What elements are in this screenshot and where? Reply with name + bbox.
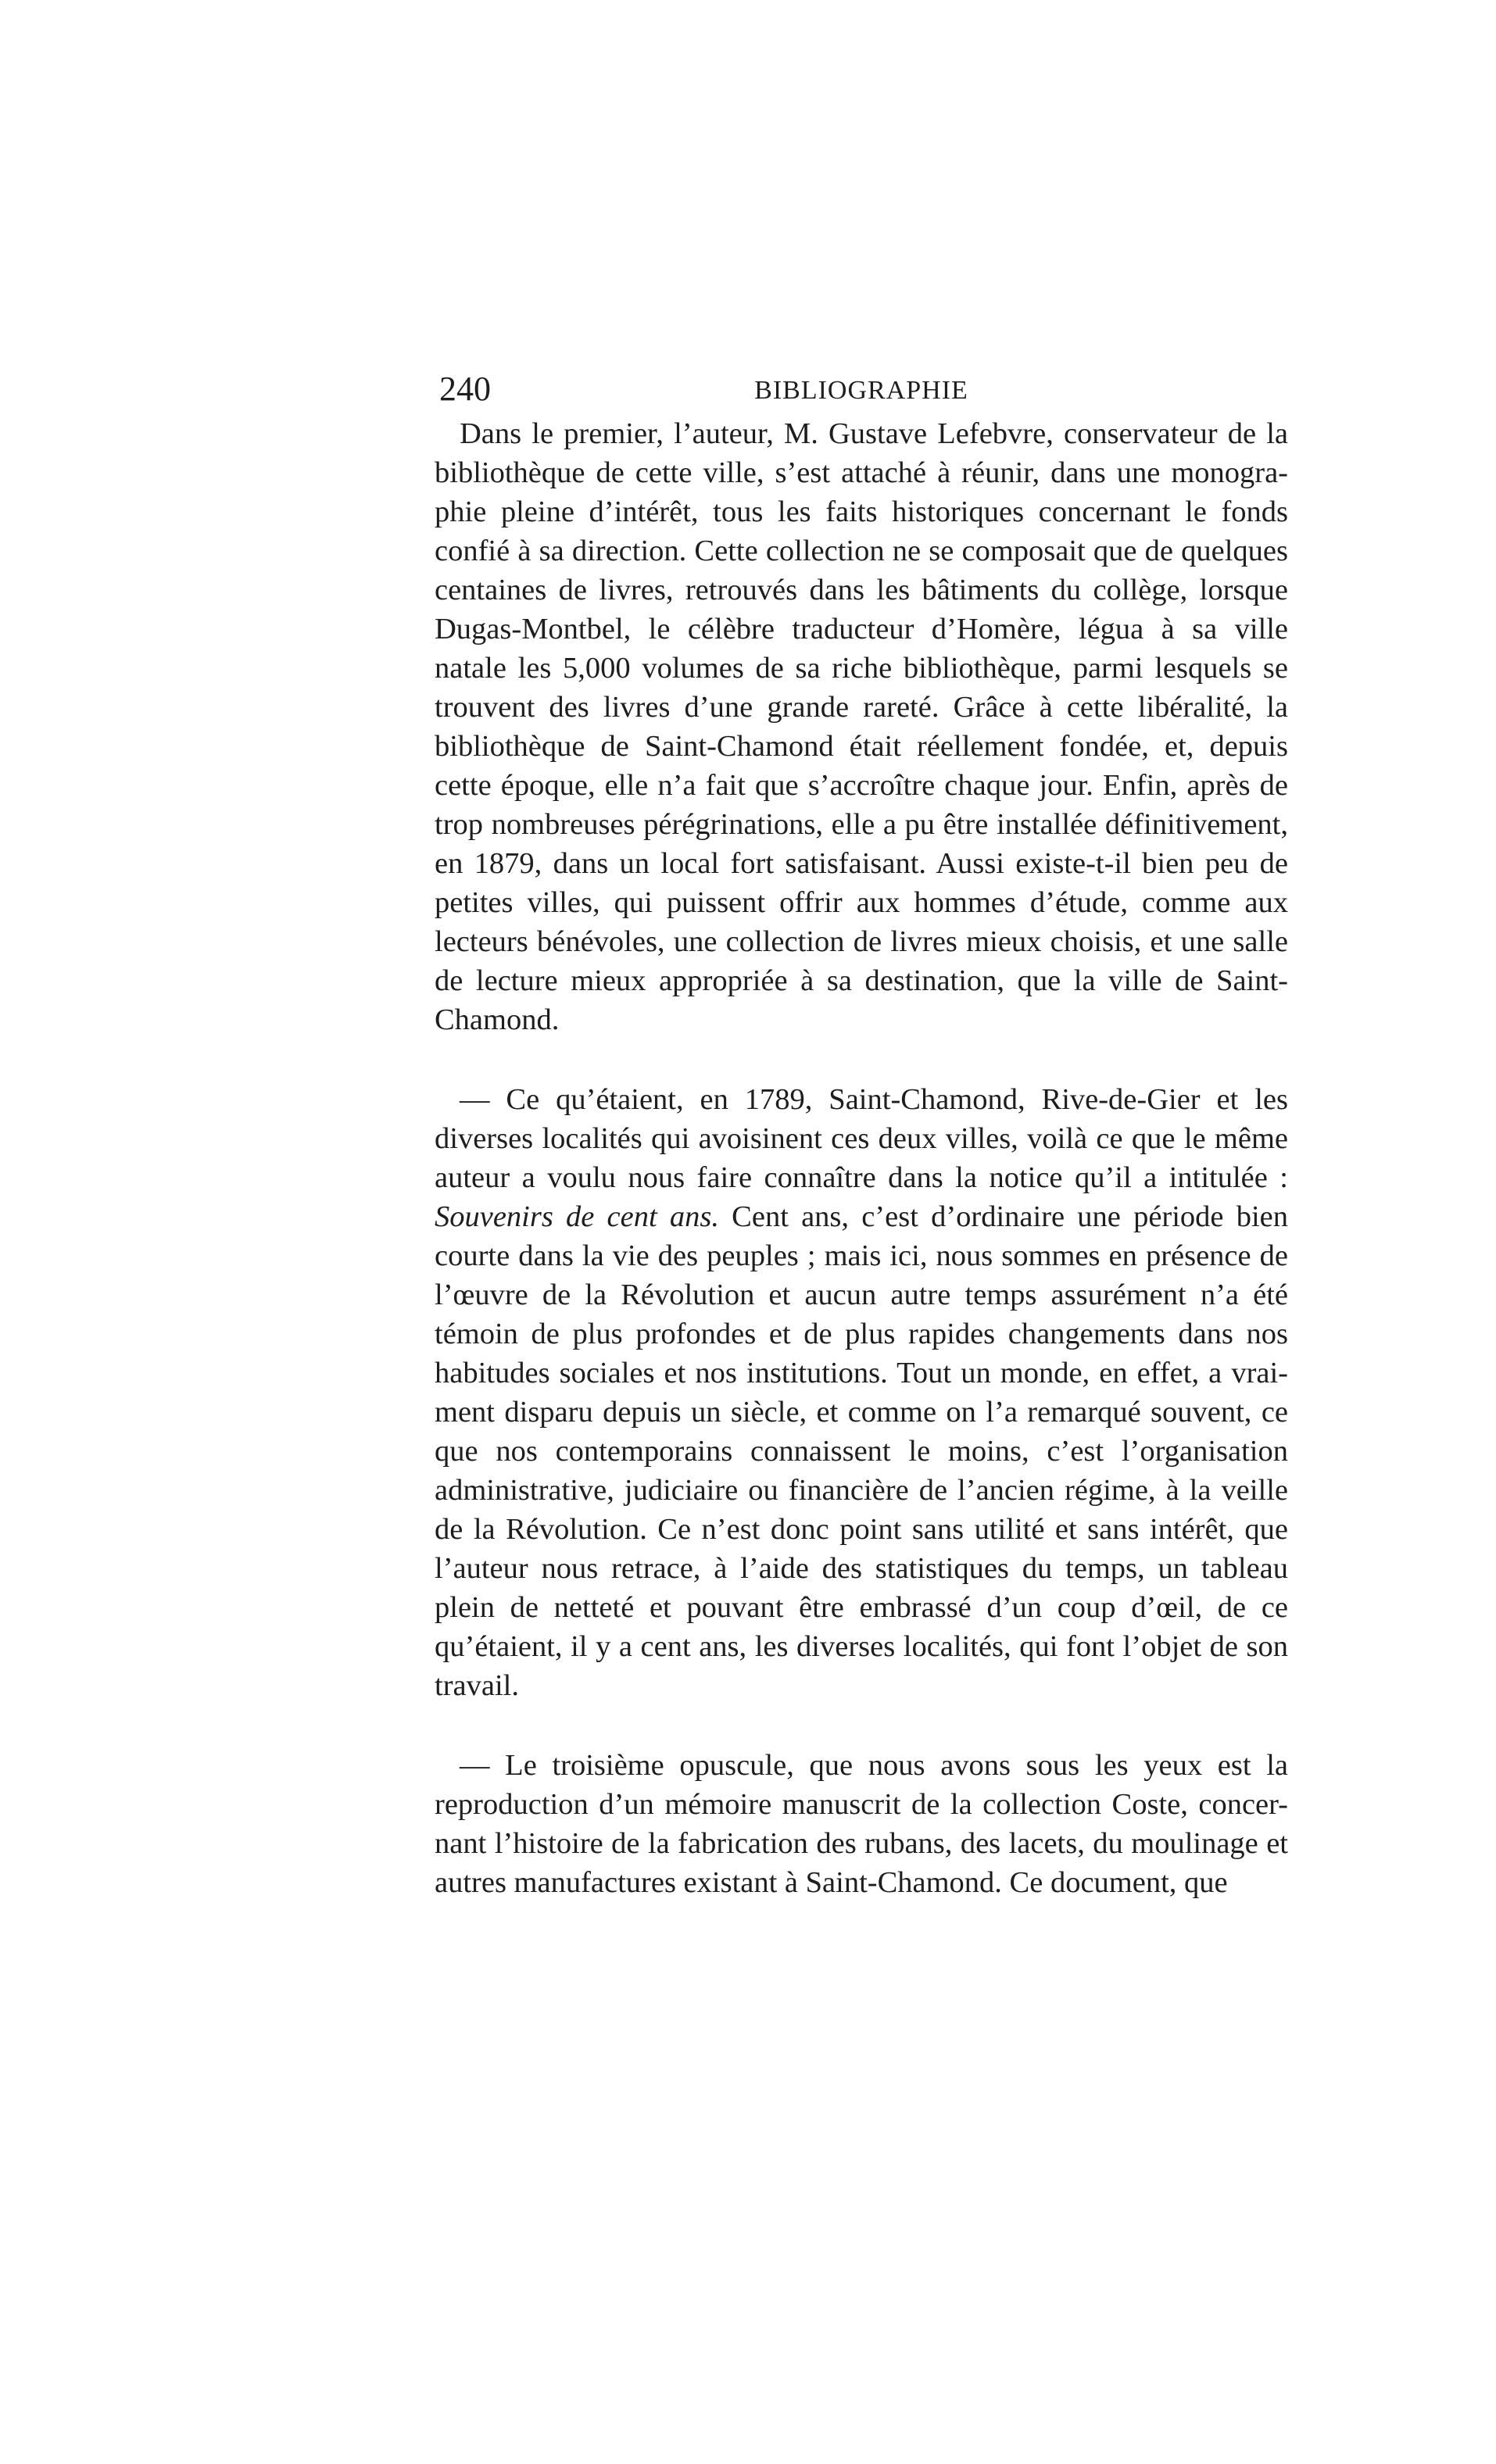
text-line: autres manufactures existant à Saint-Chamond. Ce document, que (435, 1866, 1228, 1899)
text-line: l’auteur nous retrace, à l’aide des statistiques du temps, un tableau (435, 1552, 1288, 1585)
text-line: qu’étaient, il y a cent ans, les diverses localités, qui font l’objet de son (435, 1630, 1288, 1663)
text-line: en 1879, dans un local fort satisfaisant. Aussi existe-t-il bien peu de (435, 847, 1288, 880)
text-line: reproduction d’un mémoire manuscrit de la collection Coste, concer- (435, 1788, 1288, 1821)
text-line: natale les 5,000 volumes de sa riche bibliothèque, parmi lesquels se (435, 652, 1288, 685)
paragraph-3 (435, 1746, 1288, 1902)
text-line: bibliothèque de Saint-Chamond était réellement fondée, et, depuis (435, 730, 1288, 763)
text-line: courte dans la vie des peuples ; mais ici, nous sommes en présence de (435, 1239, 1288, 1272)
work-title: Souvenirs de cent ans. (435, 1200, 719, 1233)
text-line: de la Révolution. Ce n’est donc point sans utilité et sans intérêt, que (435, 1513, 1288, 1546)
text-line (435, 1197, 1288, 1236)
text-line: auteur a voulu nous faire connaître dans la notice qu’il a intitulée : (435, 1161, 1288, 1194)
text-line: phie pleine d’intérêt, tous les faits historiques concernant le fonds (435, 495, 1288, 528)
text-line: trouvent des livres d’une grande rareté. Grâce à cette libéralité, la (435, 691, 1288, 724)
page-text-block (435, 367, 1288, 1902)
text-line: Chamond. (435, 1003, 560, 1036)
text-line: lecteurs bénévoles, une collection de livres mieux choisis, et une salle (435, 925, 1288, 958)
text-line: ment disparu depuis un siècle, et comme on l’a remarqué souvent, ce (435, 1396, 1288, 1429)
text-line: témoin de plus profondes et de plus rapides changements dans nos (435, 1318, 1288, 1350)
text-line: Dans le premier, l’auteur, M. Gustave Lefebvre, conservateur de la (460, 417, 1288, 450)
paragraph-1 (435, 414, 1288, 1039)
page-number: 240 (439, 370, 491, 408)
text-line: nant l’histoire de la fabrication des rubans, des lacets, du moulinage et (435, 1827, 1288, 1860)
text-line: trop nombreuses pérégrinations, elle a pu être installée définitivement, (435, 808, 1288, 841)
paragraph-2 (435, 1080, 1288, 1705)
text-line: de lecture mieux appropriée à sa destination, que la ville de Saint- (435, 964, 1288, 997)
text-line: centaines de livres, retrouvés dans les bâtiments du collège, lorsque (435, 574, 1288, 606)
text-line: confié à sa direction. Cette collection ne se composait que de quelques (435, 535, 1288, 567)
text-line: plein de netteté et pouvant être embrassé d’un coup d’œil, de ce (435, 1591, 1288, 1624)
text-line: Dugas-Montbel, le célèbre traducteur d’Homère, légua à sa ville (435, 613, 1288, 646)
text-line: l’œuvre de la Révolution et aucun autre temps assurément n’a été (435, 1278, 1288, 1311)
text-line: cette époque, elle n’a fait que s’accroître chaque jour. Enfin, après de (435, 769, 1288, 802)
text-line: diverses localités qui avoisinent ces deux villes, voilà ce que le même (435, 1122, 1288, 1155)
text-line: habitudes sociales et nos institutions. Tout un monde, en effet, a vrai- (435, 1357, 1288, 1389)
text-line-rest: Cent ans, c’est d’ordinaire une période bien (718, 1200, 1288, 1233)
text-line: bibliothèque de cette ville, s’est attaché à réunir, dans une monogra- (435, 456, 1288, 489)
text-line: administrative, judiciaire ou financière de l’ancien régime, à la veille (435, 1474, 1288, 1507)
text-line: que nos contemporains connaissent le moins, c’est l’organisation (435, 1435, 1288, 1468)
running-head (435, 367, 1288, 414)
running-title: BIBLIOGRAPHIE (754, 376, 968, 405)
text-line: travail. (435, 1669, 519, 1702)
text-line: — Ce qu’étaient, en 1789, Saint-Chamond, Rive-de-Gier et les (460, 1083, 1288, 1116)
text-line: — Le troisième opuscule, que nous avons sous les yeux est la (460, 1749, 1288, 1782)
text-line: petites villes, qui puissent offrir aux hommes d’étude, comme aux (435, 886, 1288, 919)
